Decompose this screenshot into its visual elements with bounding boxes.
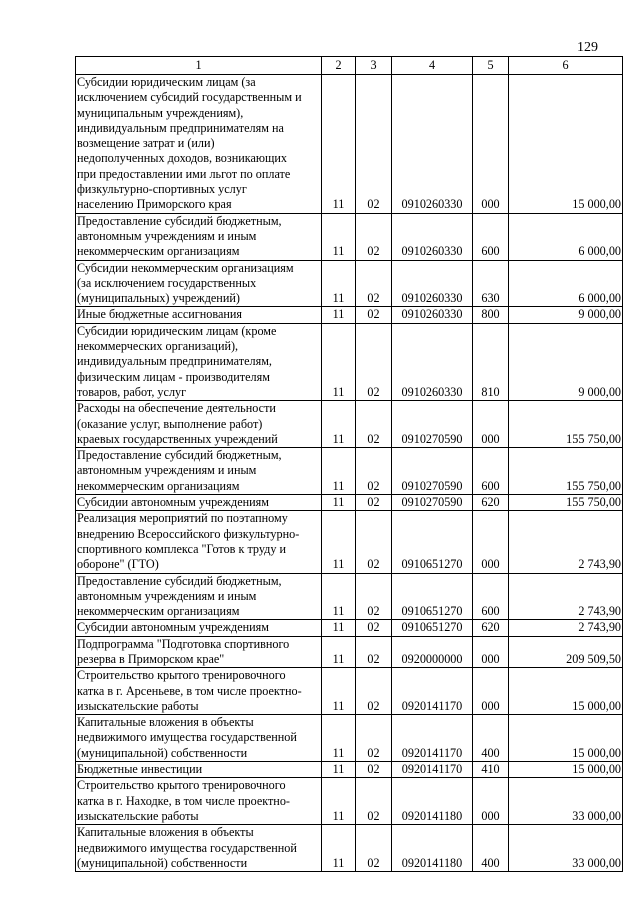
section-code: 11 <box>322 778 356 825</box>
row-name: Субсидии автономным учреждениям <box>76 495 322 511</box>
row-name: Субсидии некоммерческим организациям (за исключением государственных (муниципальных) учреждений) <box>76 260 322 307</box>
subsection-code: 02 <box>356 75 392 214</box>
section-code: 11 <box>322 825 356 872</box>
table-row <box>76 323 623 400</box>
target-article-code: 0910270590 <box>392 448 473 495</box>
subsection-code: 02 <box>356 260 392 307</box>
amount: 15 000,00 <box>509 668 623 715</box>
amount: 15 000,00 <box>509 75 623 214</box>
amount: 155 750,00 <box>509 401 623 448</box>
subsection-code: 02 <box>356 762 392 778</box>
amount: 2 743,90 <box>509 511 623 573</box>
row-name: Расходы на обеспечение деятельности (оказание услуг, выполнение работ) краевых государственных учреждений <box>76 401 322 448</box>
table-row <box>76 307 623 323</box>
subsection-code: 02 <box>356 715 392 762</box>
table-row <box>76 448 623 495</box>
page-number: 129 <box>577 40 598 55</box>
row-name: Предоставление субсидий бюджетным, автономным учреждениям и иным некоммерческим организациям <box>76 573 322 620</box>
subsection-code: 02 <box>356 636 392 668</box>
table-row <box>76 668 623 715</box>
target-article-code: 0910260330 <box>392 75 473 214</box>
target-article-code: 0920000000 <box>392 636 473 668</box>
table-row <box>76 620 623 636</box>
target-article-code: 0910651270 <box>392 573 473 620</box>
target-article-code: 0910260330 <box>392 323 473 400</box>
subsection-code: 02 <box>356 448 392 495</box>
amount: 9 000,00 <box>509 307 623 323</box>
table-row <box>76 511 623 573</box>
expense-type-code: 000 <box>473 636 509 668</box>
section-code: 11 <box>322 636 356 668</box>
amount: 2 743,90 <box>509 573 623 620</box>
section-code: 11 <box>322 668 356 715</box>
subsection-code: 02 <box>356 213 392 260</box>
expense-type-code: 410 <box>473 762 509 778</box>
table-row <box>76 778 623 825</box>
expense-type-code: 630 <box>473 260 509 307</box>
column-header-1: 1 <box>76 57 322 75</box>
table-body <box>76 75 623 872</box>
target-article-code: 0910260330 <box>392 213 473 260</box>
expense-type-code: 600 <box>473 213 509 260</box>
row-name: Строительство крытого тренировочного катка в г. Арсеньеве, в том числе проектно- изыскательские работы <box>76 668 322 715</box>
expense-type-code: 800 <box>473 307 509 323</box>
table-row <box>76 213 623 260</box>
section-code: 11 <box>322 573 356 620</box>
subsection-code: 02 <box>356 668 392 715</box>
expense-type-code: 000 <box>473 511 509 573</box>
row-name: Капитальные вложения в объекты недвижимого имущества государственной (муниципальной) собственности <box>76 825 322 872</box>
table-row <box>76 401 623 448</box>
row-name: Иные бюджетные ассигнования <box>76 307 322 323</box>
table-row <box>76 75 623 214</box>
amount: 33 000,00 <box>509 778 623 825</box>
section-code: 11 <box>322 75 356 214</box>
row-name: Бюджетные инвестиции <box>76 762 322 778</box>
subsection-code: 02 <box>356 825 392 872</box>
column-header-4: 4 <box>392 57 473 75</box>
expense-type-code: 400 <box>473 825 509 872</box>
expense-type-code: 400 <box>473 715 509 762</box>
amount: 155 750,00 <box>509 495 623 511</box>
row-name: Реализация мероприятий по поэтапному внедрению Всероссийского физкультурно- спортивного комплекса "Готов к труду и обороне" (ГТО) <box>76 511 322 573</box>
subsection-code: 02 <box>356 307 392 323</box>
row-name: Подпрограмма "Подготовка спортивного резерва в Приморском крае" <box>76 636 322 668</box>
section-code: 11 <box>322 213 356 260</box>
section-code: 11 <box>322 323 356 400</box>
expense-type-code: 000 <box>473 401 509 448</box>
expense-type-code: 810 <box>473 323 509 400</box>
row-name: Субсидии юридическим лицам (за исключением субсидий государственным и муниципальным учреждениям), индивидуальным предпринимателям на возмещение затрат и (или) недополученных доходов, возникающих при предоставлении ими льгот по оплате физкультурно-спортивных услуг населению Приморского края <box>76 75 322 214</box>
row-name: Строительство крытого тренировочного катка в г. Находке, в том числе проектно- изыскательские работы <box>76 778 322 825</box>
budget-table <box>75 56 623 872</box>
subsection-code: 02 <box>356 401 392 448</box>
table-row <box>76 825 623 872</box>
expense-type-code: 600 <box>473 573 509 620</box>
expense-type-code: 000 <box>473 778 509 825</box>
expense-type-code: 600 <box>473 448 509 495</box>
target-article-code: 0910270590 <box>392 401 473 448</box>
subsection-code: 02 <box>356 778 392 825</box>
amount: 6 000,00 <box>509 260 623 307</box>
target-article-code: 0920141170 <box>392 762 473 778</box>
table-row <box>76 636 623 668</box>
amount: 6 000,00 <box>509 213 623 260</box>
table-row <box>76 495 623 511</box>
subsection-code: 02 <box>356 495 392 511</box>
row-name: Предоставление субсидий бюджетным, автономным учреждениям и иным некоммерческим организациям <box>76 213 322 260</box>
expense-type-code: 000 <box>473 668 509 715</box>
amount: 9 000,00 <box>509 323 623 400</box>
row-name: Капитальные вложения в объекты недвижимого имущества государственной (муниципальной) собственности <box>76 715 322 762</box>
table-row <box>76 762 623 778</box>
section-code: 11 <box>322 401 356 448</box>
column-header-6: 6 <box>509 57 623 75</box>
subsection-code: 02 <box>356 573 392 620</box>
table-row <box>76 260 623 307</box>
target-article-code: 0920141180 <box>392 825 473 872</box>
row-name: Предоставление субсидий бюджетным, автономным учреждениям и иным некоммерческим организациям <box>76 448 322 495</box>
section-code: 11 <box>322 307 356 323</box>
expense-type-code: 620 <box>473 620 509 636</box>
expense-type-code: 000 <box>473 75 509 214</box>
section-code: 11 <box>322 260 356 307</box>
subsection-code: 02 <box>356 620 392 636</box>
expense-type-code: 620 <box>473 495 509 511</box>
section-code: 11 <box>322 448 356 495</box>
column-header-2: 2 <box>322 57 356 75</box>
column-header-3: 3 <box>356 57 392 75</box>
amount: 15 000,00 <box>509 762 623 778</box>
target-article-code: 0910651270 <box>392 511 473 573</box>
section-code: 11 <box>322 620 356 636</box>
target-article-code: 0910270590 <box>392 495 473 511</box>
section-code: 11 <box>322 715 356 762</box>
amount: 209 509,50 <box>509 636 623 668</box>
section-code: 11 <box>322 495 356 511</box>
table-row <box>76 715 623 762</box>
table-row <box>76 573 623 620</box>
amount: 15 000,00 <box>509 715 623 762</box>
amount: 155 750,00 <box>509 448 623 495</box>
target-article-code: 0910260330 <box>392 260 473 307</box>
row-name: Субсидии юридическим лицам (кроме некоммерческих организаций), индивидуальным предпринимателям, физическим лицам - производителям товаров, работ, услуг <box>76 323 322 400</box>
target-article-code: 0910260330 <box>392 307 473 323</box>
row-name: Субсидии автономным учреждениям <box>76 620 322 636</box>
target-article-code: 0920141180 <box>392 778 473 825</box>
target-article-code: 0920141170 <box>392 668 473 715</box>
amount: 2 743,90 <box>509 620 623 636</box>
section-code: 11 <box>322 762 356 778</box>
target-article-code: 0920141170 <box>392 715 473 762</box>
target-article-code: 0910651270 <box>392 620 473 636</box>
subsection-code: 02 <box>356 511 392 573</box>
header-row <box>76 57 623 75</box>
section-code: 11 <box>322 511 356 573</box>
subsection-code: 02 <box>356 323 392 400</box>
column-header-5: 5 <box>473 57 509 75</box>
amount: 33 000,00 <box>509 825 623 872</box>
